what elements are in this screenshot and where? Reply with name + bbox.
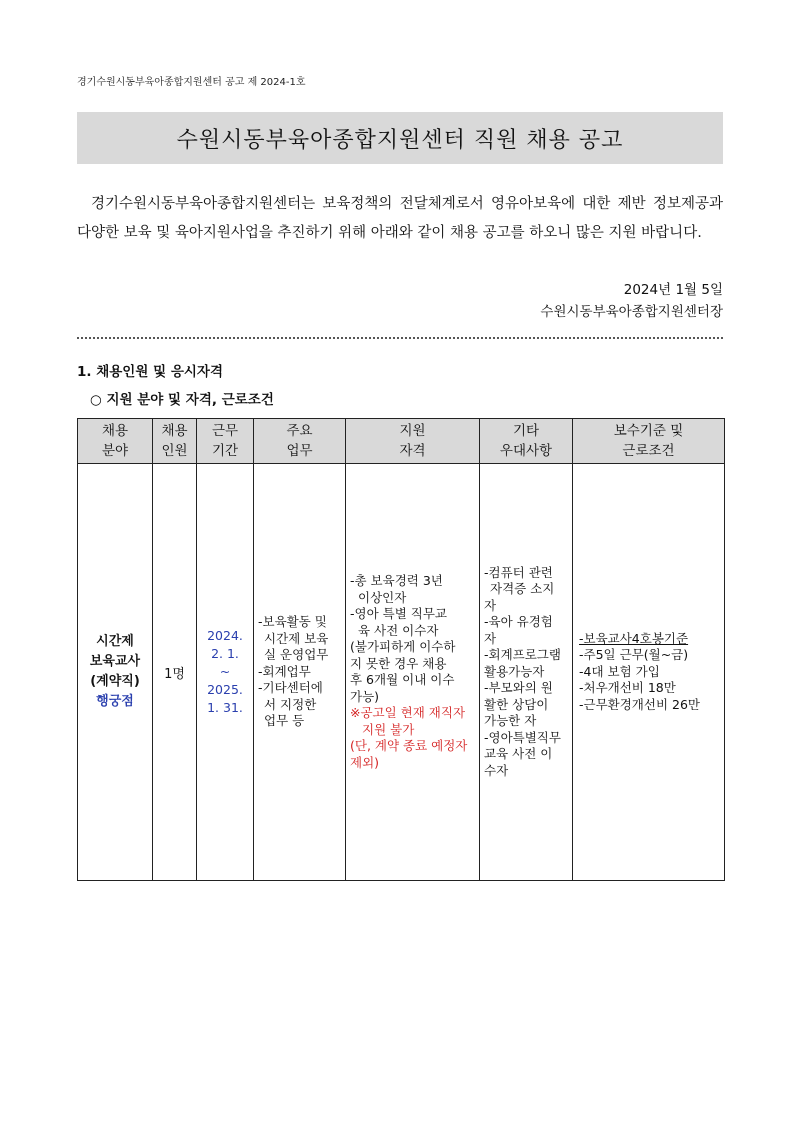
qualification-notice: ※공고일 현재 재직자 (350, 705, 466, 720)
title-banner (77, 112, 723, 164)
cell-pay: -보육교사4호봉기준 -주5일 근무(월~금) -4대 보험 가입 -처우개선비 18만 -근무환경개선비 26만 (573, 464, 725, 881)
section-subheading: ○ 지원 분야 및 자격, 근로조건 (90, 392, 274, 408)
header-pay: 보수기준 및 근로조건 (573, 419, 725, 464)
table-header-row (78, 419, 725, 464)
cell-qualifications: -총 보육경력 3년 이상인자 -영아 특별 직무교 육 사전 이수자 (불가피하게 이수하 지 못한 경우 채용 후 6개월 이내 이수 가능) ※공고일 현재 재직자 지원 불가 (단, 계약 종료 예정자 제외) (346, 464, 480, 881)
header-qualifications: 지원 자격 (346, 419, 480, 464)
table-row (78, 464, 725, 881)
header-duties: 주요 업무 (254, 419, 346, 464)
header-preferences: 기타 우대사항 (480, 419, 573, 464)
header-headcount: 채용 인원 (153, 419, 197, 464)
dotted-divider (77, 337, 723, 339)
header-field: 채용 분야 (78, 419, 153, 464)
pay-standard: -보육교사4호봉기준 (579, 630, 689, 646)
page-title: 수원시동부육아종합지원센터 직원 채용 공고 (176, 127, 624, 153)
cell-duties: -보육활동 및 시간제 보육 실 운영업무 -회계업무 -기타센터에 서 지정한 업무 등 (254, 464, 346, 881)
cell-field: 시간제 보육교사 (계약직) 행궁점 (78, 464, 153, 881)
cell-headcount: 1명 (153, 464, 197, 881)
recruitment-table (77, 418, 725, 881)
section-heading: 1. 채용인원 및 응시자격 (77, 364, 223, 380)
signer: 수원시동부육아종합지원센터장 (540, 304, 723, 320)
cell-preferences: -컴퓨터 관련 자격증 소지 자 -육아 유경험 자 -회계프로그램 활용가능자 -부모와의 원 활한 상담이 가능한 자 -영아특별직무 교육 사전 이 수자 (480, 464, 573, 881)
intro-paragraph: 경기수원시동부육아종합지원센터는 보육정책의 전달체계로서 영유아보육에 대한 제반 정보제공과 다양한 보육 및 육아지원사업을 추진하기 위해 아래와 같이 채용 공고를 하오니 많은 지원 바랍니다. (77, 196, 723, 241)
announcement-date: 2024년 1월 5일 (623, 282, 723, 298)
field-location: 행궁점 (96, 694, 134, 709)
cell-period: 2024. 2. 1. ~ 2025. 1. 31. (197, 464, 254, 881)
document-number: 경기수원시동부육아종합지원센터 공고 제 2024-1호 (77, 77, 306, 88)
header-period: 근무 기간 (197, 419, 254, 464)
qualification-note: (단, 계약 종료 예정자 (350, 738, 468, 753)
